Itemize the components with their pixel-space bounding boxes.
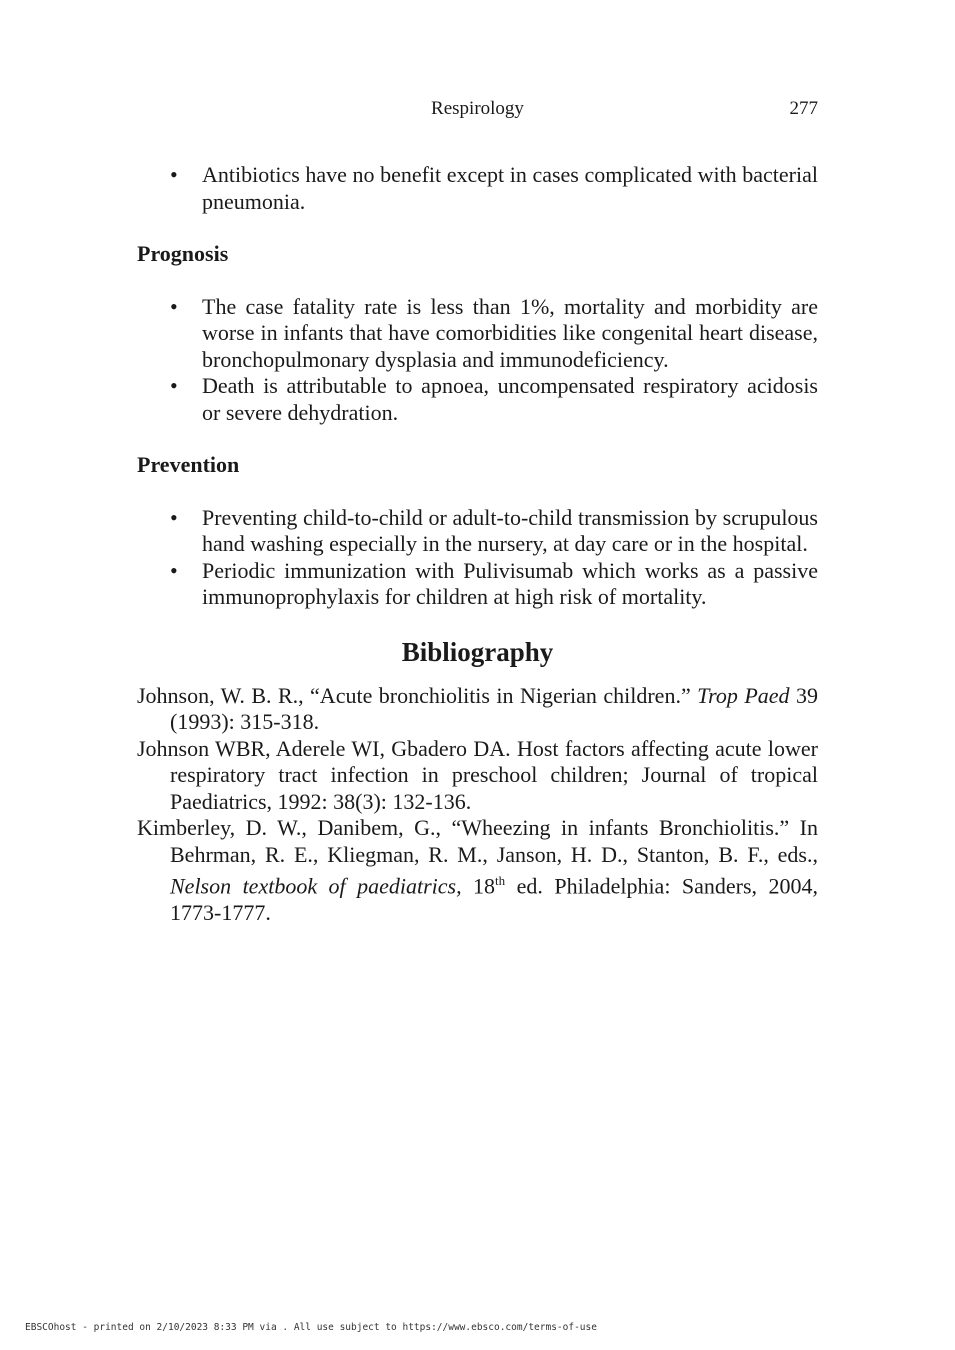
bullet-icon: • <box>170 557 178 583</box>
reference-list <box>137 683 818 927</box>
bullet-icon: • <box>170 293 178 319</box>
reference-text: 18 <box>461 873 496 899</box>
bullet-icon: • <box>170 504 178 530</box>
list-item-text: Antibiotics have no benefit except in cases complicated with bacterial pneumonia. <box>202 162 818 214</box>
section-heading-prognosis: Prognosis <box>137 241 229 266</box>
list-item <box>137 558 818 611</box>
reference-item <box>137 683 818 736</box>
reference-text: 39 (1993): 315-318. <box>170 682 818 734</box>
reference-item <box>137 815 818 926</box>
running-title: Respirology <box>431 98 524 119</box>
bullet-icon: • <box>170 162 178 187</box>
list-item-text: Preventing child-to-child or adult-to-child transmission by scrupulous hand washing especially in the nursery, at day care or in the hospital. <box>202 504 818 556</box>
reference-text: ed. Philadelphia: Sanders, 2004, 1773-1777. <box>170 873 818 925</box>
bullet-list-antibiotics <box>137 162 818 215</box>
reference-item <box>137 736 818 816</box>
page-body <box>137 162 818 926</box>
running-header <box>137 97 818 121</box>
reference-text: Johnson WBR, Aderele WI, Gbadero DA. Host factors affecting acute lower respiratory tract infection in preschool children; Journal of tropical Paediatrics, 1992: 38(3): 132-136. <box>137 735 818 814</box>
list-item-text: Periodic immunization with Pulivisumab which works as a passive immunoprophylaxis for children at high risk of mortality. <box>202 557 818 609</box>
edition-superscript: th <box>495 873 506 888</box>
page-number: 277 <box>789 98 818 119</box>
bullet-icon: • <box>170 373 178 398</box>
reference-text: Johnson, W. B. R., “Acute bronchiolitis in Nigerian children.” <box>137 682 698 708</box>
list-item <box>137 294 818 374</box>
list-item <box>137 162 818 215</box>
section-heading-prevention: Prevention <box>137 452 240 477</box>
bullet-list-prevention <box>137 505 818 611</box>
list-item <box>137 505 818 558</box>
book-title: Nelson textbook of paediatrics, <box>170 873 462 899</box>
list-item <box>137 373 818 426</box>
journal-title: Trop Paed <box>697 682 790 708</box>
list-item-text: The case fatality rate is less than 1%, mortality and morbidity are worse in infants that have comorbidities like congenital heart disease, bronchopulmonary dysplasia and immunodeficiency. <box>202 293 818 372</box>
bibliography-heading: Bibliography <box>401 636 554 667</box>
bullet-list-prognosis <box>137 294 818 427</box>
print-footer: EBSCOhost - printed on 2/10/2023 8:33 PM via . All use subject to https://www.ebsco.com/terms-of-use <box>25 1322 597 1333</box>
reference-text: Kimberley, D. W., Danibem, G., “Wheezing in infants Bronchiolitis.” In Behrman, R. E., Kliegman, R. M., Janson, H. D., Stanton, B. F., eds., <box>137 815 818 867</box>
list-item-text: Death is attributable to apnoea, uncompensated respiratory acidosis or severe dehydration. <box>202 373 818 425</box>
